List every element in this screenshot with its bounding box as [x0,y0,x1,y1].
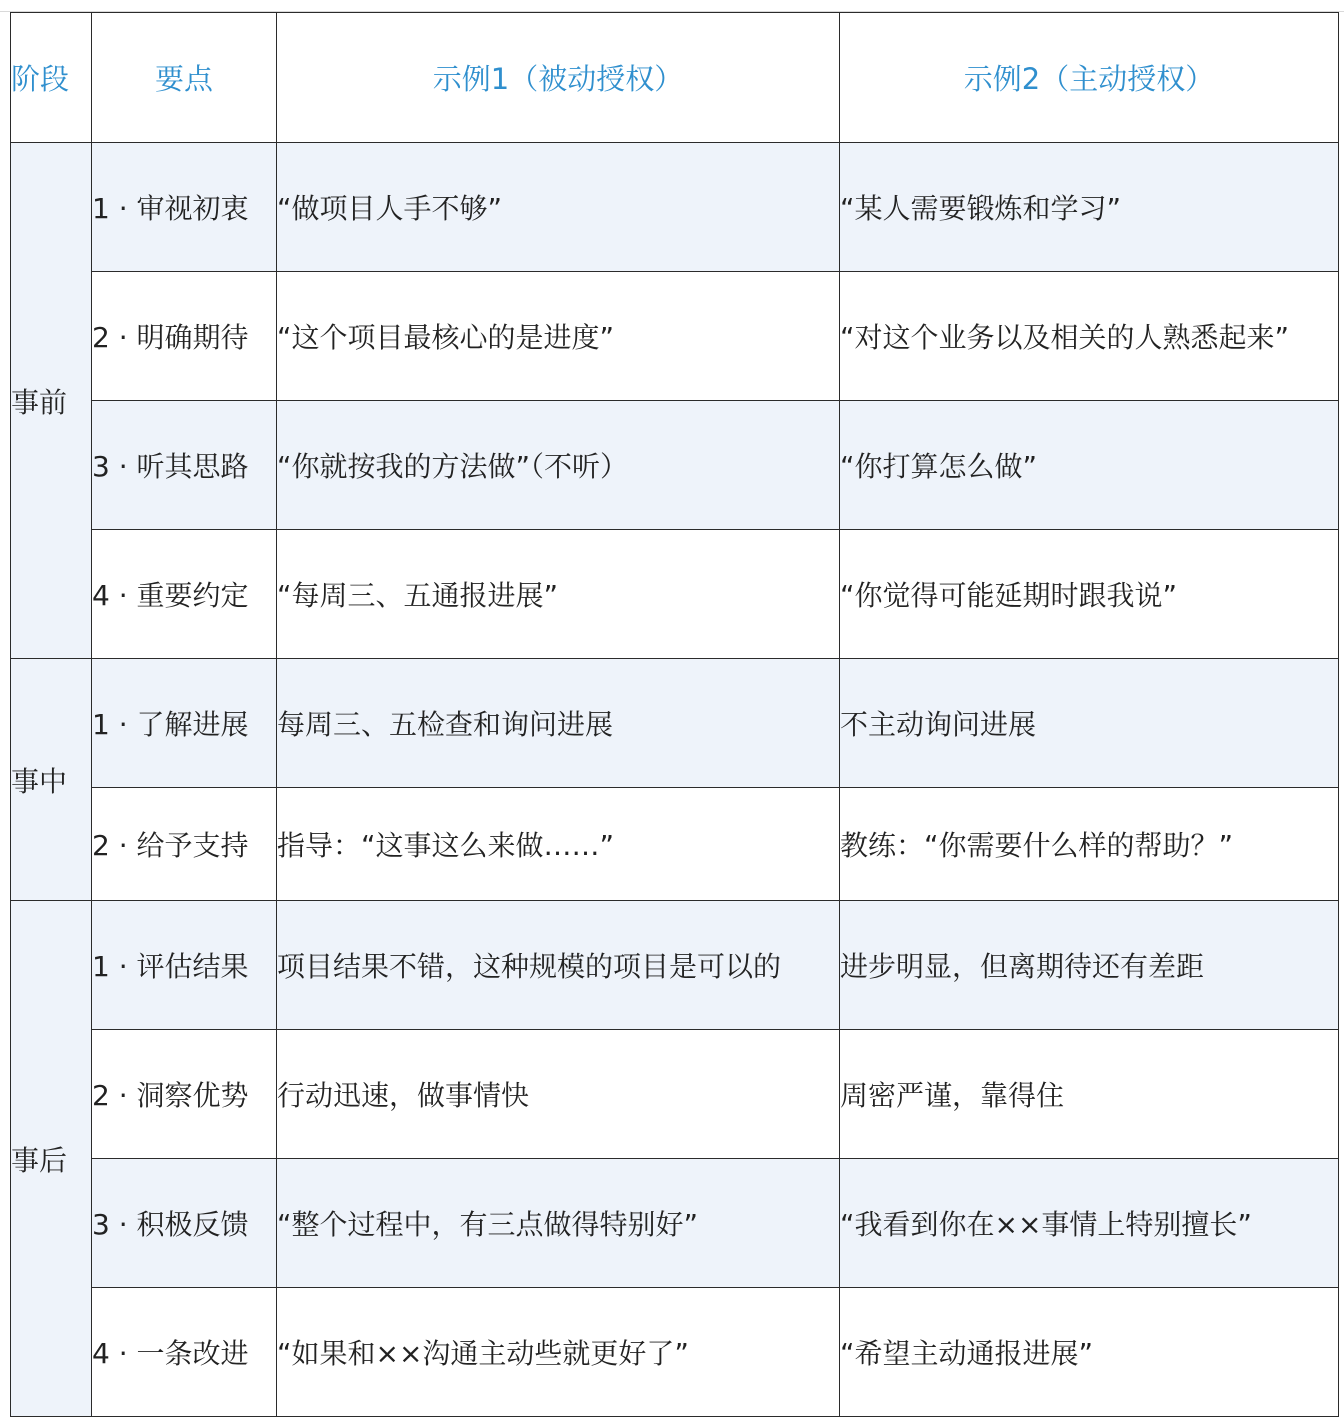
example2-cell: “希望主动通报进展” [840,1288,1339,1417]
example2-cell: 不主动询问进展 [840,659,1339,788]
example2-cell: 进步明显，但离期待还有差距 [840,901,1339,1030]
example1-cell: 行动迅速，做事情快 [277,1030,840,1159]
point-cell: 1 · 审视初衷 [92,143,277,272]
point-cell: 4 · 重要约定 [92,530,277,659]
header-point: 要点 [92,13,277,143]
point-cell: 2 · 给予支持 [92,788,277,901]
example1-cell: 指导：“这事这么来做……” [277,788,840,901]
top-divider [0,0,1344,12]
header-row [11,13,1339,143]
table-row [11,143,1339,272]
table-row [11,1288,1339,1417]
stage-cell-before: 事前 [11,143,92,659]
example2-cell: 周密严谨，靠得住 [840,1030,1339,1159]
example1-cell: “整个过程中，有三点做得特别好” [277,1159,840,1288]
header-stage: 阶段 [11,13,92,143]
table-row [11,901,1339,1030]
stage-cell-during: 事中 [11,659,92,901]
header-example2: 示例2（主动授权） [840,13,1339,143]
table-row [11,788,1339,901]
example1-cell: 项目结果不错，这种规模的项目是可以的 [277,901,840,1030]
table-row [11,1030,1339,1159]
point-cell: 2 · 洞察优势 [92,1030,277,1159]
example2-cell: “对这个业务以及相关的人熟悉起来” [840,272,1339,401]
point-cell: 3 · 听其思路 [92,401,277,530]
example1-cell: “做项目人手不够” [277,143,840,272]
example2-cell: 教练：“你需要什么样的帮助？” [840,788,1339,901]
table-row [11,530,1339,659]
table-row [11,272,1339,401]
point-cell: 1 · 了解进展 [92,659,277,788]
example1-cell: “你就按我的方法做”（不听） [277,401,840,530]
point-cell: 2 · 明确期待 [92,272,277,401]
stage-cell-after: 事后 [11,901,92,1417]
table-row [11,401,1339,530]
example2-cell: “某人需要锻炼和学习” [840,143,1339,272]
example2-cell: “我看到你在××事情上特别擅长” [840,1159,1339,1288]
header-example1: 示例1（被动授权） [277,13,840,143]
example2-cell: “你打算怎么做” [840,401,1339,530]
example1-cell: “这个项目最核心的是进度” [277,272,840,401]
example1-cell: “如果和××沟通主动些就更好了” [277,1288,840,1417]
point-cell: 3 · 积极反馈 [92,1159,277,1288]
example1-cell: “每周三、五通报进展” [277,530,840,659]
delegation-table [10,12,1339,1417]
point-cell: 1 · 评估结果 [92,901,277,1030]
example1-cell: 每周三、五检查和询问进展 [277,659,840,788]
point-cell: 4 · 一条改进 [92,1288,277,1417]
example2-cell: “你觉得可能延期时跟我说” [840,530,1339,659]
table-row [11,659,1339,788]
table-row [11,1159,1339,1288]
